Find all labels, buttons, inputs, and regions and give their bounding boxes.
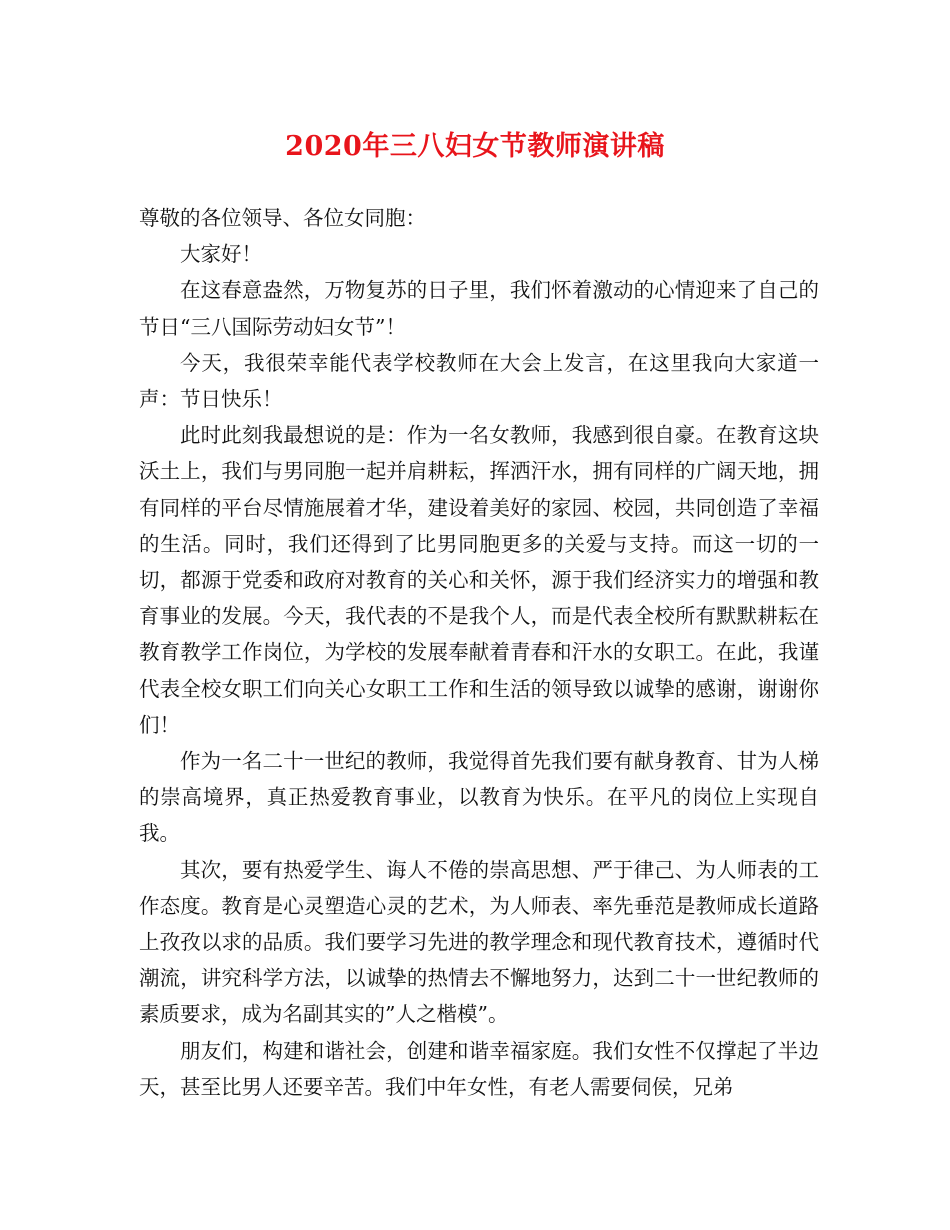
- paragraph: 今天，我很荣幸能代表学校教师在大会上发言，在这里我向大家道一声：节日快乐！: [139, 350, 819, 412]
- document-title: 2020年三八妇女节教师演讲稿: [285, 131, 665, 162]
- document-body: [139, 200, 819, 1105]
- paragraph: 在这春意盎然，万物复苏的日子里，我们怀着激动的心情迎来了自己的节日“三八国际劳动妇女节”！: [139, 278, 819, 339]
- salutation: 尊敬的各位领导、各位女同胞：: [139, 206, 426, 230]
- paragraph: 其次，要有热爱学生、诲人不倦的崇高思想、严于律己、为人师表的工作态度。教育是心灵塑造心灵的艺术，为人师表、率先垂范是教师成长道路上孜孜以求的品质。我们要学习先进的教学理念和现代教育技术，遵循时代潮流，讲究科学方法，以诚挚的热情去不懈地努力，达到二十一世纪教师的素质要求，成为名副其实的”人之楷模”。: [139, 857, 819, 1027]
- paragraph: 作为一名二十一世纪的教师，我觉得首先我们要有献身教育、甘为人梯的崇高境界，真正热爱教育事业，以教育为快乐。在平凡的岗位上实现自我。: [139, 749, 819, 846]
- paragraph: 此时此刻我最想说的是：作为一名女教师，我感到很自豪。在教育这块沃土上，我们与男同胞一起并肩耕耘，挥洒汗水，拥有同样的广阔天地，拥有同样的平台尽情施展着才华，建设着美好的家园、校园，共同创造了幸福的生活。同时，我们还得到了比男同胞更多的关爱与支持。而这一切的一切，都源于党委和政府对教育的关心和关怀，源于我们经济实力的增强和教育事业的发展。今天，我代表的不是我个人，而是代表全校所有默默耕耘在教育教学工作岗位，为学校的发展奉献着青春和汗水的女职工。在此，我谨代表全校女职工们向关心女职工工作和生活的领导致以诚挚的感谢，谢谢你们！: [139, 423, 819, 737]
- paragraph: 朋友们，构建和谐社会，创建和谐幸福家庭。我们女性不仅撑起了半边天，甚至比男人还要辛苦。我们中年女性，有老人需要伺侯，兄弟: [139, 1038, 819, 1099]
- paragraph-greeting: 大家好！: [180, 242, 262, 267]
